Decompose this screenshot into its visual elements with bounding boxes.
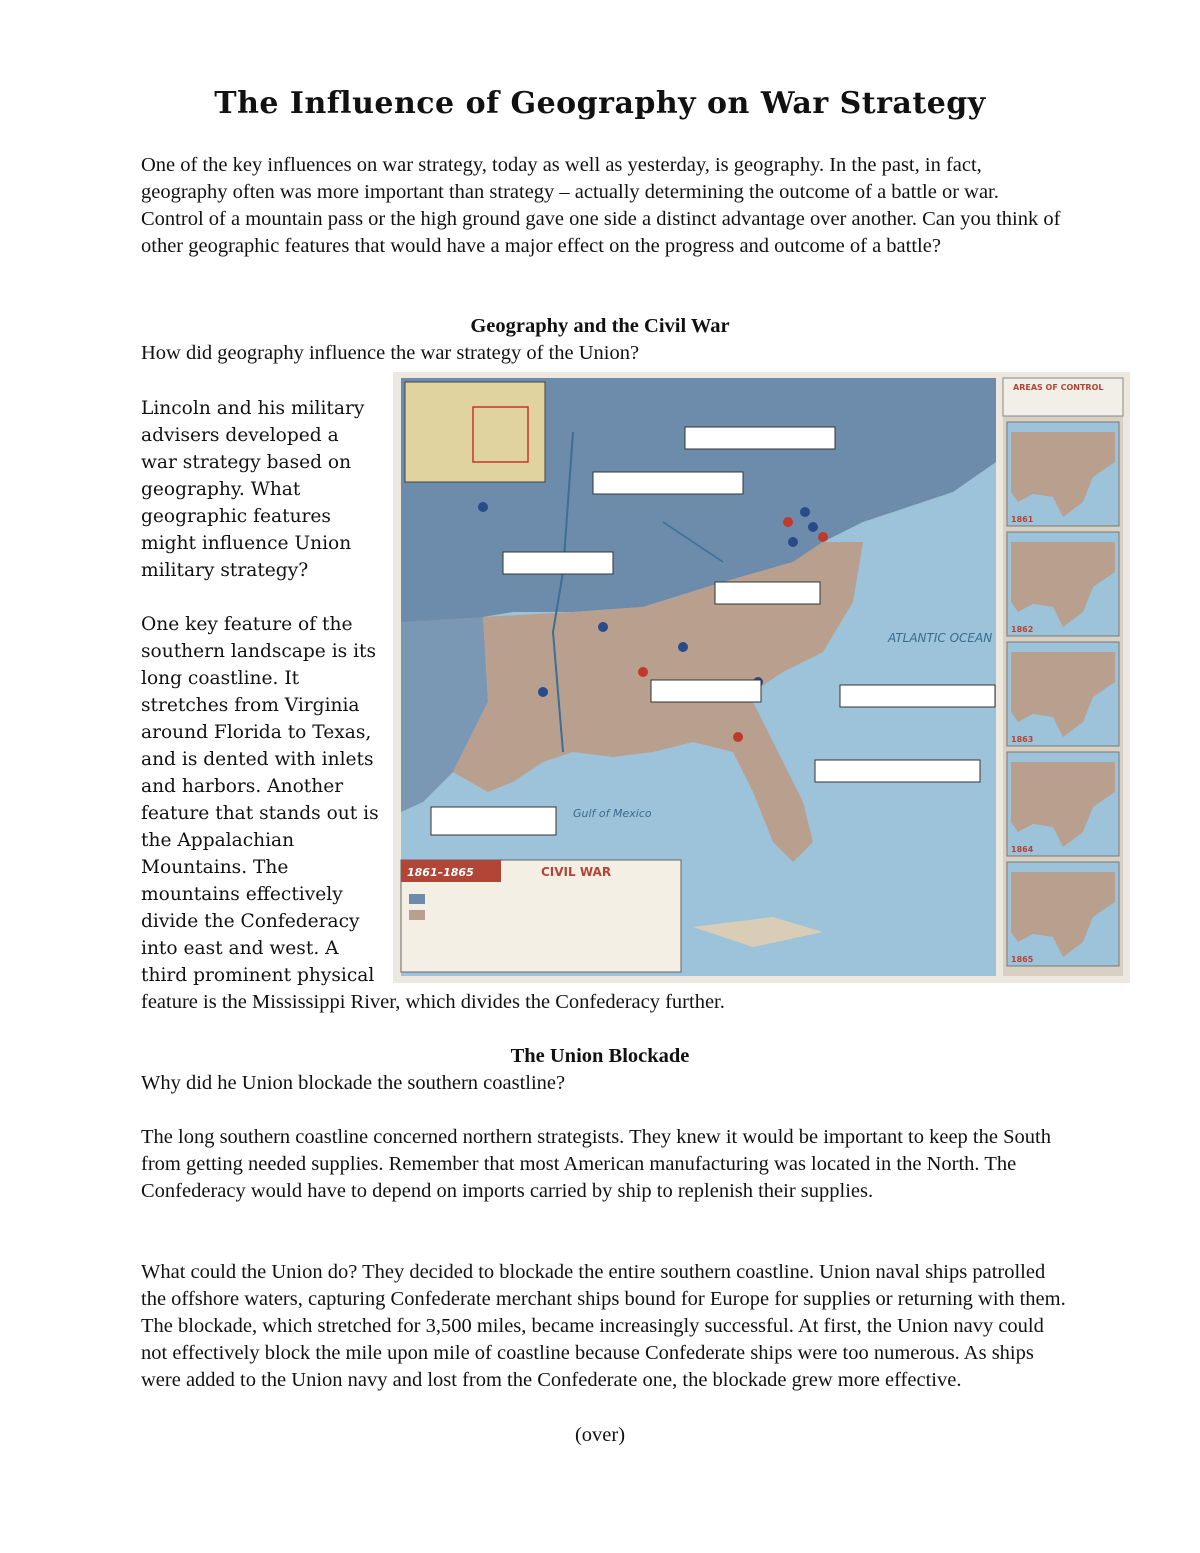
callout-box [815, 760, 980, 782]
control-inset-year: 1861 [1011, 515, 1034, 524]
callout-box [503, 552, 613, 574]
section-question-civil-war: How did geography influence the war strategy of the Union? [141, 342, 640, 364]
battle-marker [818, 532, 828, 542]
control-inset-year: 1865 [1011, 955, 1034, 964]
control-inset-year: 1864 [1011, 845, 1034, 854]
side-paragraph-features: One key feature of the southern landscape is its long coastline. It stretches from Virginia around Florida to Texas, and is dented with inlets and harbors. Another feature that stands out is the Appalachian Mountains. The mountains effectively divide the Confederacy into east and west. A third prominent physical [141, 614, 379, 986]
control-insets [1007, 422, 1119, 966]
ocean-label: ATLANTIC OCEAN [888, 631, 993, 645]
battle-marker [598, 622, 608, 632]
battle-marker [808, 522, 818, 532]
callout-box [715, 582, 820, 604]
map-continuation-text: feature is the Mississippi River, which divides the Confederacy further. [141, 991, 725, 1013]
intro-paragraph: One of the key influences on war strategy, today as well as yesterday, is geography. In the past, in fact, geography often was more important than strategy – actually determining the outcome of a battle or war. Control of a mountain pass or the high ground gave one side a distinct advantage over another. Can you think of other geographic features that would have a major effect on the progress and outcome of a battle? [141, 154, 1061, 257]
side-text-block [141, 395, 379, 989]
battle-marker [678, 642, 688, 652]
callout-box [840, 685, 995, 707]
callout-box [685, 427, 835, 449]
gulf-label: Gulf of Mexico [573, 807, 652, 820]
section-question-blockade: Why did he Union blockade the southern coastline? [141, 1072, 566, 1094]
callout-box [651, 680, 761, 702]
blockade-paragraph-1: The long southern coastline concerned northern strategists. They knew it would be important to keep the South from getting needed supplies. Remember that most American manufacturing was located in the North. The Confederacy would have to depend on imports carried by ship to replenish their supplies. [141, 1126, 1051, 1202]
civil-war-map-figure [393, 372, 1130, 983]
civil-war-map [393, 372, 1130, 983]
legend-years: 1861–1865 [407, 866, 474, 879]
page-title: The Influence of Geography on War Strategy [214, 86, 986, 121]
battle-marker [638, 667, 648, 677]
section-heading-civil-war: Geography and the Civil War [470, 315, 730, 337]
callout-box [431, 807, 556, 835]
legend-swatch-union [409, 894, 425, 904]
callout-box [593, 472, 743, 494]
battle-marker [783, 517, 793, 527]
side-paragraph-strategy: Lincoln and his military advisers developed a war strategy based on geography. What geographic features might influence Union military strategy? [141, 398, 365, 581]
page-footer: (over) [574, 1424, 626, 1446]
blockade-paragraph-2: What could the Union do? They decided to blockade the entire southern coastline. Union naval ships patrolled the offshore waters, capturing Confederate merchant ships bound for Europe for supplies or returning with them. The blockade, which stretched for 3,500 miles, became increasingly successful. At first, the Union navy could not effectively block the mile upon mile of coastline because Confederate ships were too numerous. As ships were added to the Union navy and lost from the Confederate one, the blockade grew more effective. [141, 1261, 1066, 1391]
control-inset-year: 1862 [1011, 625, 1034, 634]
locator-inset [405, 382, 545, 482]
section-heading-blockade: The Union Blockade [510, 1045, 690, 1067]
control-inset-year: 1863 [1011, 735, 1034, 744]
battle-marker [733, 732, 743, 742]
legend-swatch-confederate [409, 910, 425, 920]
legend-title: CIVIL WAR [541, 865, 612, 879]
battle-marker [788, 537, 798, 547]
battle-marker [800, 507, 810, 517]
battle-marker [478, 502, 488, 512]
battle-marker [538, 687, 548, 697]
areas-of-control-title: AREAS OF CONTROL [1013, 383, 1104, 392]
